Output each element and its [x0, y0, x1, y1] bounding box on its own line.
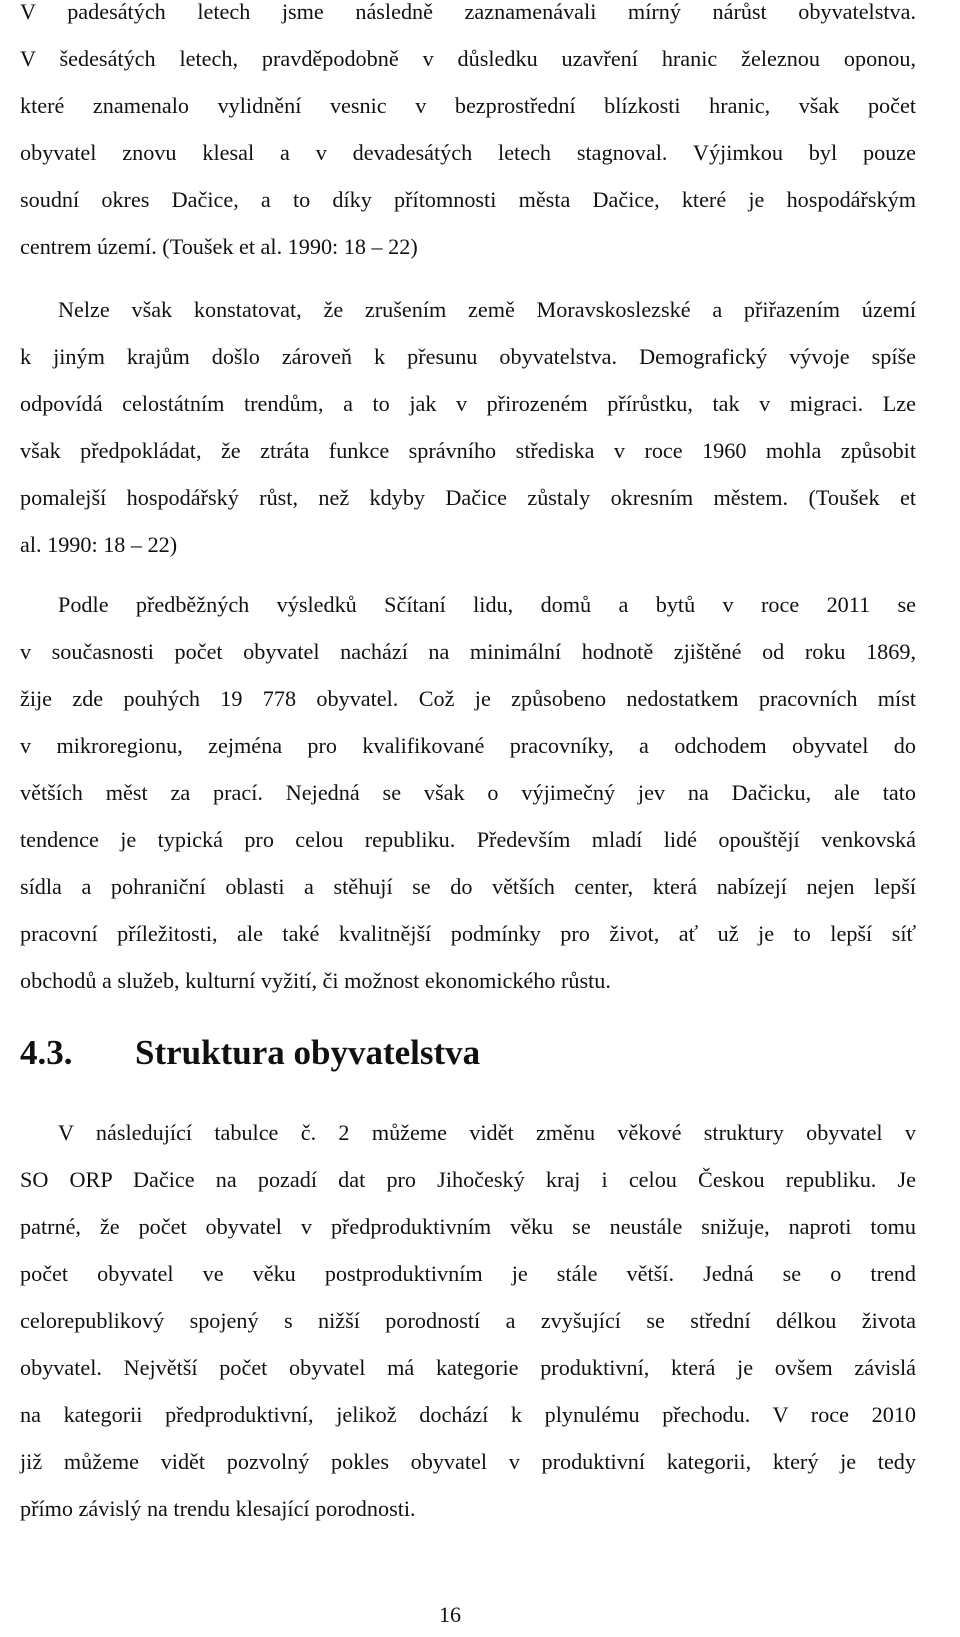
text-line: tendence je typická pro celou republiku. Především mladí lidé opouštějí venkovská	[20, 827, 916, 852]
text-line: V následující tabulce č. 2 můžeme vidět změnu věkové struktury obyvatel v	[58, 1120, 916, 1145]
text-line: centrem území. (Toušek et al. 1990: 18 – 22)	[20, 234, 418, 259]
text-line: SO ORP Dačice na pozadí dat pro Jihočeský kraj i celou Českou republiku. Je	[20, 1167, 916, 1192]
paragraph-population-history	[20, 0, 916, 270]
section-title: Struktura obyvatelstva	[135, 1033, 481, 1072]
text-line: obyvatel. Největší počet obyvatel má kategorie produktivní, která je ovšem závislá	[20, 1355, 916, 1380]
text-line: Podle předběžných výsledků Sčítaní lidu, domů a bytů v roce 2011 se	[58, 592, 916, 617]
text-line: patrné, že počet obyvatel v předproduktivním věku se neustále snižuje, naproti tomu	[20, 1214, 916, 1239]
text-line: celorepublikový spojený s nižší porodností a zvyšující se střední délkou života	[20, 1308, 916, 1333]
text-line: soudní okres Dačice, a to díky přítomnosti města Dačice, které je hospodářským	[20, 187, 916, 212]
text-line: počet obyvatel ve věku postproduktivním je stále větší. Jedná se o trend	[20, 1261, 916, 1286]
text-line: které znamenalo vylidnění vesnic v bezprostřední blízkosti hranic, však počet	[20, 93, 916, 118]
text-line: na kategorii předproduktivní, jelikož dochází k plynulému přechodu. V roce 2010	[20, 1402, 916, 1427]
section-heading	[20, 1025, 480, 1081]
section-number: 4.3.	[20, 1033, 73, 1072]
page-number: 16	[439, 1602, 461, 1627]
text-line: obyvatel znovu klesal a v devadesátých letech stagnoval. Výjimkou byl pouze	[20, 140, 916, 165]
paragraph-census-2011	[20, 581, 916, 1004]
text-line: však předpokládat, že ztráta funkce správního střediska v roce 1960 mohla způsobit	[20, 438, 916, 463]
text-line: již můžeme vidět pozvolný pokles obyvatel v produktivní kategorii, který je tedy	[20, 1449, 916, 1474]
paragraph-age-structure	[20, 1109, 916, 1532]
paragraph-administrative-change	[20, 286, 916, 568]
text-line: přímo závislý na trendu klesající porodnosti.	[20, 1496, 416, 1521]
text-line: Nelze však konstatovat, že zrušením země Moravskoslezské a přiřazením území	[58, 297, 916, 322]
text-line: v mikroregionu, zejména pro kvalifikované pracovníky, a odchodem obyvatel do	[20, 733, 916, 758]
text-line: v současnosti počet obyvatel nachází na minimální hodnotě zjištěné od roku 1869,	[20, 639, 916, 664]
text-line: pomalejší hospodářský růst, než kdyby Dačice zůstaly okresním městem. (Toušek et	[20, 485, 916, 510]
text-line: sídla a pohraniční oblasti a stěhují se do větších center, která nabízejí nejen lepší	[20, 874, 916, 899]
text-line: větších měst za prací. Nejedná se však o výjimečný jev na Dačicku, ale tato	[20, 780, 916, 805]
text-line: k jiným krajům došlo zároveň k přesunu obyvatelstva. Demografický vývoje spíše	[20, 344, 916, 369]
text-line: obchodů a služeb, kulturní vyžití, či možnost ekonomického růstu.	[20, 968, 611, 993]
text-line: al. 1990: 18 – 22)	[20, 532, 178, 557]
text-line: pracovní příležitosti, ale také kvalitnější podmínky pro život, ať už je to lepší síť	[20, 921, 916, 946]
text-line: V padesátých letech jsme následně zaznamenávali mírný nárůst obyvatelstva.	[20, 0, 916, 24]
text-line: odpovídá celostátním trendům, a to jak v přirozeném přírůstku, tak v migraci. Lze	[20, 391, 916, 416]
text-line: žije zde pouhých 19 778 obyvatel. Což je způsobeno nedostatkem pracovních míst	[20, 686, 916, 711]
text-line: V šedesátých letech, pravděpodobně v důsledku uzavření hranic železnou oponou,	[20, 46, 916, 71]
